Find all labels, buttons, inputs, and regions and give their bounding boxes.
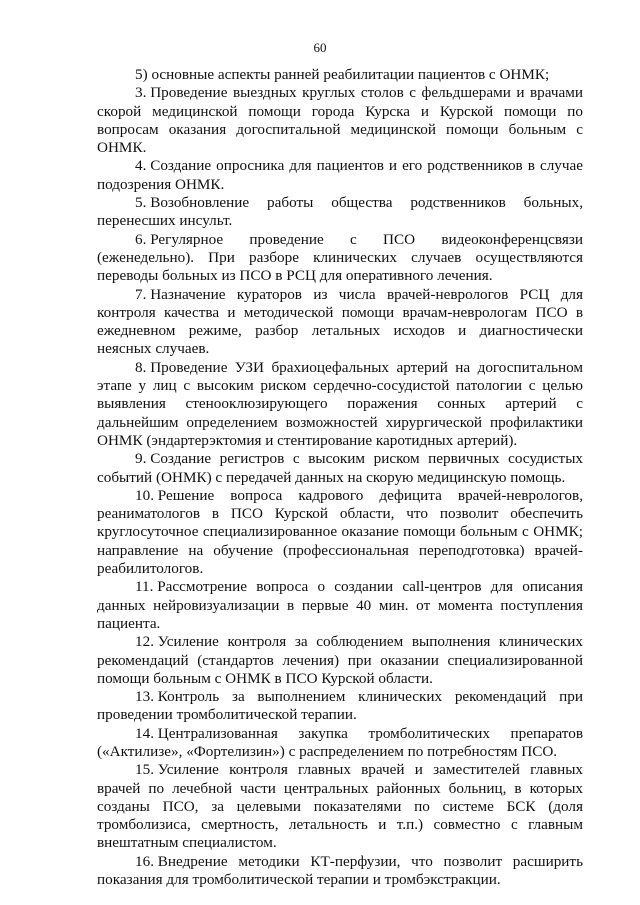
item-number: 12.	[135, 633, 154, 651]
item-text: Возобновление работы общества родственников больных, перенесших инсульт.	[97, 194, 583, 230]
item-number: 9.	[135, 450, 147, 468]
list-item	[97, 286, 583, 359]
item-text: Решение вопроса кадрового дефицита врачей-неврологов, реаниматологов в ПСО Курской области, что позволит обеспечить круглосуточное специализированное оказание помощи больным с ОНМК; направление на обучение (профессиональная переподготовка) врачей-реабилитологов.	[97, 486, 583, 578]
item-text: основные аспекты ранней реабилитации пациентов с ОНМК;	[151, 66, 550, 83]
list-item	[97, 578, 583, 633]
list-item	[97, 688, 583, 725]
item-number: 5.	[135, 194, 147, 212]
item-number: 6.	[135, 230, 147, 248]
list-item	[97, 487, 583, 578]
document-body	[97, 66, 583, 889]
list-item	[97, 231, 583, 286]
list-item	[97, 157, 583, 194]
item-text: Централизованная закупка тромболитических препаратов («Актилизе», «Фортелизин») с распределением по потребностям ПСО.	[97, 724, 583, 760]
list-item	[97, 66, 583, 84]
item-number: 15.	[135, 761, 154, 779]
item-text: Усиление контроля главных врачей и заместителей главных врачей по лечебной части центральных районных больниц, в которых созданы ПСО, за целевыми показателями по системе БСК (доля тромболизиса, смертность, летальность и т.п.) совместно с главным внештатным специалистом.	[97, 761, 583, 852]
item-text: Создание опросника для пациентов и его родственников в случае подозрения ОНМК.	[97, 157, 583, 193]
list-item	[97, 853, 583, 890]
item-text: Проведение УЗИ брахиоцефальных артерий на догоспитальном этапе у лиц с высоким риском сердечно-сосудистой патологии с целью выявления стенооклюзирующего поражения сонных артерий с дальнейшим определением возможностей хирургической профилактики ОНМК (эндартерэктомия и стентирование каротидных артерий).	[97, 358, 583, 449]
item-text: Проведение выездных круглых столов с фельдшерами и врачами скорой медицинской помощи города Курска и Курской помощи по вопросам оказания догоспитальной медицинской помощи больным с ОНМК.	[97, 84, 583, 157]
item-text: Регулярное проведение с ПСО видеоконференцсвязи (еженедельно). При разборе клинических случаев осуществляются переводы больных из ПСО в РСЦ для оперативного лечения.	[97, 230, 583, 285]
item-number: 14.	[135, 724, 154, 742]
list-item	[97, 725, 583, 762]
item-text: Контроль за выполнением клинических рекомендаций при проведении тромболитической терапии.	[97, 688, 583, 724]
item-text: Внедрение методики КТ-перфузии, что позволит расширить показания для тромболитической терапии и тромбэкстракции.	[97, 852, 583, 889]
item-number: 7.	[135, 285, 147, 303]
item-number: 13.	[135, 688, 154, 706]
item-number: 10.	[135, 486, 154, 504]
item-number: 4.	[135, 157, 147, 175]
item-number: 8.	[135, 358, 147, 376]
list-item	[97, 761, 583, 852]
item-text: Рассмотрение вопроса о создании call-центров для описания данных нейровизуализации в первые 40 мин. от момента поступления пациента.	[97, 578, 583, 632]
item-number: 11.	[135, 578, 154, 596]
list-item	[97, 194, 583, 231]
list-item	[97, 633, 583, 688]
item-text: Назначение кураторов из числа врачей-неврологов РСЦ для контроля качества и методической помощи врачам-неврологам ПСО в ежедневном режиме, разбор летальных исходов и диагностически неясных случаев.	[97, 285, 583, 358]
item-number: 3.	[135, 84, 147, 102]
item-number: 16.	[135, 852, 154, 870]
item-number: 5)	[135, 66, 148, 83]
list-item	[97, 359, 583, 450]
list-item	[97, 84, 583, 157]
page-number: 60	[313, 40, 327, 55]
item-text: Создание регистров с высоким риском первичных сосудистых событий (ОНМК) с передачей данных на скорую медицинскую помощь.	[97, 450, 583, 486]
item-text: Усиление контроля за соблюдением выполнения клинических рекомендаций (стандартов лечения) при оказании специализированной помощи больным с ОНМК в ПСО Курской области.	[97, 633, 583, 687]
list-item	[97, 450, 583, 487]
